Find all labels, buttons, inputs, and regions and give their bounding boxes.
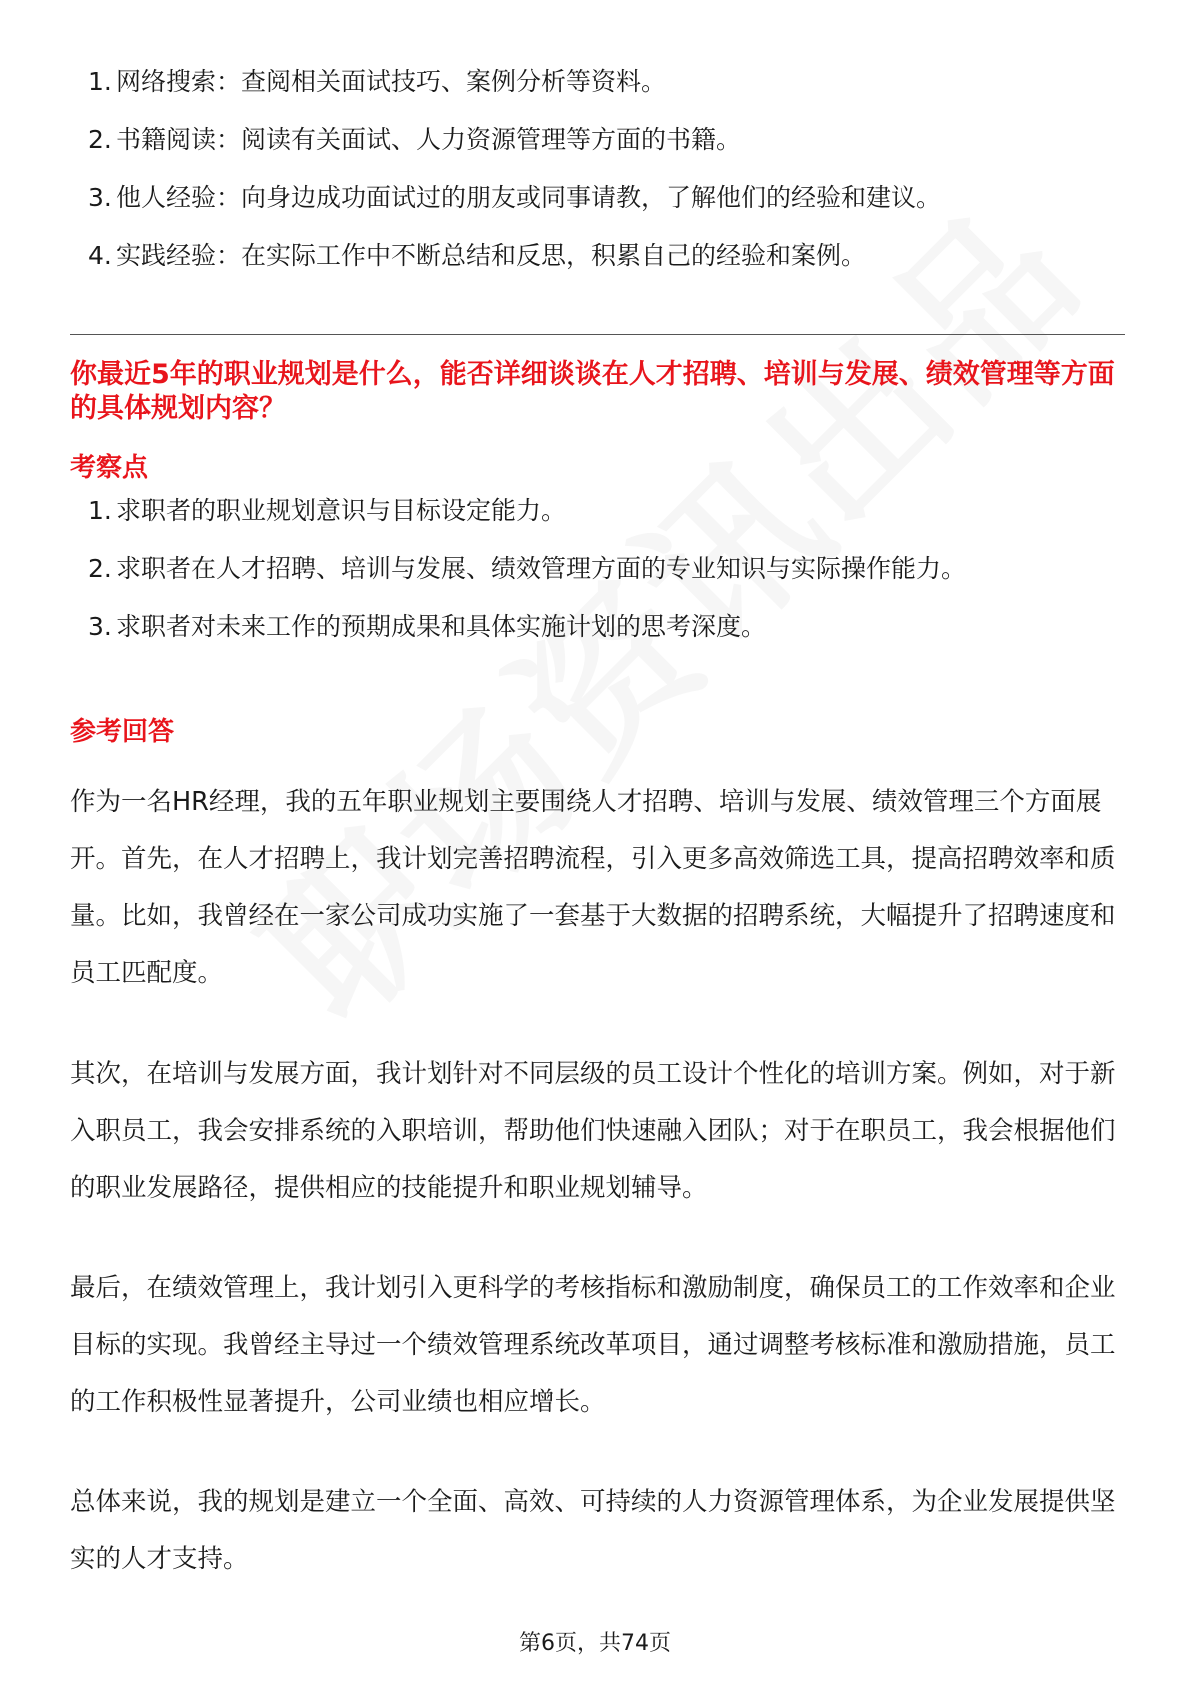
list-text: 求职者的职业规划意识与目标设定能力。 <box>116 496 567 525</box>
list-number: 3. <box>88 183 112 212</box>
answer-paragraph: 其次，在培训与发展方面，我计划针对不同层级的员工设计个性化的培训方案。例如，对于新入职员工，我会安排系统的入职培训，帮助他们快速融入团队；对于在职员工，我会根据他们的职业发展路径，提供相应的技能提升和职业规划辅导。 <box>70 1059 1116 1203</box>
answer-heading: 参考回答 <box>70 717 175 747</box>
interview-question: 你最近5年的职业规划是什么，能否详细谈谈在人才招聘、培训与发展、绩效管理等方面的具体规划内容？ <box>70 359 1115 424</box>
list-item <box>70 124 1130 155</box>
list-text: 他人经验：向身边成功面试过的朋友或同事请教，了解他们的经验和建议。 <box>116 183 942 212</box>
answer-paragraph: 总体来说，我的规划是建立一个全面、高效、可持续的人力资源管理体系，为企业发展提供坚实的人才支持。 <box>70 1487 1116 1574</box>
resource-list <box>70 66 1130 298</box>
list-item <box>70 553 1130 584</box>
list-item <box>70 240 1130 271</box>
list-item <box>70 611 1130 642</box>
page-number: 第6页，共74页 <box>519 1631 671 1656</box>
section-divider <box>70 334 1125 335</box>
list-number: 4. <box>88 241 112 270</box>
list-item <box>70 66 1130 97</box>
list-item <box>70 182 1130 213</box>
answer-paragraph: 最后，在绩效管理上，我计划引入更科学的考核指标和激励制度，确保员工的工作效率和企业目标的实现。我曾经主导过一个绩效管理系统改革项目，通过调整考核标准和激励措施，员工的工作积极性显著提升，公司业绩也相应增长。 <box>70 1273 1116 1417</box>
list-number: 1. <box>88 67 112 96</box>
list-text: 实践经验：在实际工作中不断总结和反思，积累自己的经验和案例。 <box>116 241 867 270</box>
list-number: 1. <box>88 496 112 525</box>
list-item <box>70 495 1130 526</box>
list-text: 求职者在人才招聘、培训与发展、绩效管理方面的专业知识与实际操作能力。 <box>116 554 967 583</box>
answer-paragraph: 作为一名HR经理，我的五年职业规划主要围绕人才招聘、培训与发展、绩效管理三个方面展开。首先，在人才招聘上，我计划完善招聘流程，引入更多高效筛选工具，提高招聘效率和质量。比如，我曾经在一家公司成功实施了一套基于大数据的招聘系统，大幅提升了招聘速度和员工匹配度。 <box>70 787 1116 988</box>
list-number: 2. <box>88 554 112 583</box>
list-number: 3. <box>88 612 112 641</box>
list-text: 网络搜索：查阅相关面试技巧、案例分析等资料。 <box>116 67 667 96</box>
focus-heading: 考察点 <box>70 453 149 483</box>
list-text: 求职者对未来工作的预期成果和具体实施计划的思考深度。 <box>116 612 767 641</box>
list-text: 书籍阅读：阅读有关面试、人力资源管理等方面的书籍。 <box>116 125 742 154</box>
list-number: 2. <box>88 125 112 154</box>
focus-list <box>70 495 1130 669</box>
